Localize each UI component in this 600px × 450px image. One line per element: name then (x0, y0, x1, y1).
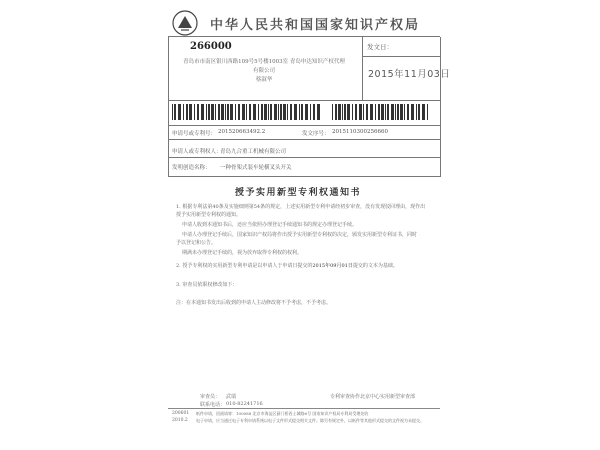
clause-2-suffix: 提交的文本为基础。 (352, 263, 398, 269)
footer-note: 电子申请，应当通过电子专利申请系统以电子文件形式提交相关文件。除另有规定外，以纸件等其他形式提交的文件视为未提交。 (196, 418, 424, 423)
phone-number: 010-82241716 (226, 401, 263, 407)
clause-4: 注：在本通知书发出后收到的申请人主动修改将不予考虑，不予考虑。 (176, 300, 332, 306)
divider (440, 37, 441, 177)
barcode-bar (261, 104, 263, 120)
body-line: 授予实用新型专利权的通知。 (176, 212, 242, 218)
divider (362, 56, 440, 57)
barcode-bar (283, 104, 286, 120)
serial-number: 2015110300256660 (332, 129, 388, 135)
body-line: 申请人收到本通知书后，还应当依照办理登记手续通知书的规定办理登记手续。 (182, 222, 358, 228)
barcode-bar (235, 104, 236, 120)
office-logo-icon (172, 10, 198, 36)
barcode-bar (375, 104, 376, 120)
divider (168, 100, 440, 101)
divider (168, 176, 440, 177)
barcode-bar (400, 104, 403, 120)
barcode-bar (387, 104, 389, 120)
barcode-bar (246, 104, 247, 120)
invention-title: 一种骨架式装车轮横叉头开关 (220, 165, 292, 171)
barcode-bar (227, 104, 229, 120)
barcode-bar (427, 104, 428, 120)
clause-2-prefix: 2. 授予专利权的实用新型专利申请是以申请人于申请日提交的 (176, 263, 313, 269)
barcode-bar (221, 104, 224, 120)
divider (168, 157, 440, 158)
body-line: 期满未办理登记手续的，视为放弃取得专利权的权利。 (182, 250, 303, 256)
postal-code: 266000 (190, 41, 232, 52)
clause-2 (176, 262, 398, 269)
barcode-bar (395, 104, 396, 120)
barcode-bar (317, 104, 320, 120)
barcode-bar (359, 104, 362, 120)
barcode-bar (211, 104, 214, 120)
form-year: 2010.2 (172, 418, 188, 423)
barcode-bar (253, 104, 256, 120)
footer-divider (168, 408, 440, 409)
barcode-bar (366, 104, 368, 120)
barcode-bar (178, 104, 181, 120)
notice-title: 授予实用新型专利权通知书 (235, 188, 362, 198)
barcode-bar (418, 104, 420, 120)
barcode-bar (310, 104, 311, 120)
examiner-department: 专利审查协作北京中心实用新型审查部 (330, 394, 416, 400)
address-line: 有限公司 (252, 68, 275, 74)
divider (168, 125, 440, 126)
barcode-bar (378, 104, 380, 120)
barcode-bar (183, 104, 184, 120)
examiner-label: 审查员： (200, 394, 221, 400)
footer-note: 纸件申请，回函请寄：100088 北京市海淀区蓟门桥西土城路6号 国家知识产权局专利局受理处收 (196, 411, 369, 416)
barcode-bar (290, 104, 292, 120)
barcode-bar (242, 104, 245, 120)
barcode-bar (174, 104, 176, 120)
clause-3: 3. 审查员依职权修改如下： (176, 282, 238, 288)
barcode-bar (270, 104, 272, 120)
barcode-bar (238, 104, 240, 120)
barcode-bar (338, 104, 341, 120)
barcode-bar (189, 104, 192, 120)
barcode-bar (194, 104, 195, 120)
applicant-label: 申请人或专利权人： (172, 149, 222, 155)
address-line: 蔡淑华 (255, 77, 273, 83)
barcode-bar (381, 104, 384, 120)
barcode-bar (404, 104, 405, 120)
examiner-name: 武瑞 (226, 394, 237, 400)
barcode-bar (391, 104, 394, 120)
barcode-bar (370, 104, 373, 120)
barcode-bar (332, 104, 333, 120)
barcode-bar (264, 104, 267, 120)
barcode-bar (342, 104, 343, 120)
barcode-bar (411, 104, 414, 120)
applicant-name: 青岛九合重工机械有限公司 (220, 149, 287, 155)
barcode-bar (280, 104, 282, 120)
dispatch-date: 2015年11月03日 (368, 69, 451, 80)
divider (168, 37, 169, 177)
barcode-bar (172, 104, 173, 120)
barcode-bar (186, 104, 188, 120)
barcode-bar (407, 104, 409, 120)
divider (168, 139, 440, 140)
barcode-bar (355, 104, 357, 120)
serial-label: 发文序号： (302, 131, 330, 137)
barcode-bar (397, 104, 399, 120)
barcode-bar (201, 104, 204, 120)
application-number-label: 申请号或专利号： (172, 131, 217, 137)
invention-label: 发明创造名称： (172, 165, 211, 171)
office-name: 中华人民共和国国家知识产权局 (210, 18, 421, 33)
barcode-bar (335, 104, 337, 120)
recipient-address (174, 58, 354, 85)
barcode-bar (287, 104, 288, 120)
barcode-bar (268, 104, 269, 120)
barcode-bar (278, 104, 279, 120)
barcode-bar (422, 104, 425, 120)
barcode-bar (352, 104, 353, 120)
dispatch-date-label: 发文日： (367, 43, 393, 51)
barcode-bar (305, 104, 308, 120)
phone-label: 联系电话： (200, 402, 226, 408)
body-line: 申请人办理登记手续后，国家知识产权局将作出授予实用新型专利权的决定，颁发实用新型专利证书，同时 (182, 232, 418, 238)
barcode-bar (313, 104, 315, 120)
application-number: 201520663492.2 (218, 129, 266, 135)
barcode-bar (197, 104, 199, 120)
barcode-bar (347, 104, 350, 120)
barcode-bar (299, 104, 300, 120)
barcode-bar (230, 104, 233, 120)
barcode-bar (363, 104, 364, 120)
body-line: 1. 根据专利法第40条及实施细则第54条的规定，上述实用新型专利申请经初步审查，没有发现驳回理由，现作出 (176, 204, 426, 210)
barcode-left (172, 104, 322, 120)
barcode-bar (274, 104, 277, 120)
divider (168, 36, 440, 37)
barcode-bar (225, 104, 226, 120)
barcode-bar (416, 104, 417, 120)
barcode-bar (385, 104, 386, 120)
form-code: 200601 (172, 411, 190, 416)
barcode-bar (301, 104, 303, 120)
body-line: 予以登记和公告。 (176, 240, 217, 246)
address-line: 青岛市市南区银川西路109号5号楼1003室 青岛申达知识产权代理 (183, 59, 345, 65)
barcode-right (332, 104, 434, 120)
clause-2-date: 2015年09月01日 (312, 263, 353, 269)
barcode-bar (218, 104, 220, 120)
barcode-bar (208, 104, 210, 120)
divider (362, 37, 363, 101)
barcode-bar (258, 104, 259, 120)
barcode-bar (215, 104, 216, 120)
barcode-bar (206, 104, 207, 120)
barcode-bar (344, 104, 346, 120)
barcode-bar (294, 104, 297, 120)
barcode-bar (249, 104, 251, 120)
